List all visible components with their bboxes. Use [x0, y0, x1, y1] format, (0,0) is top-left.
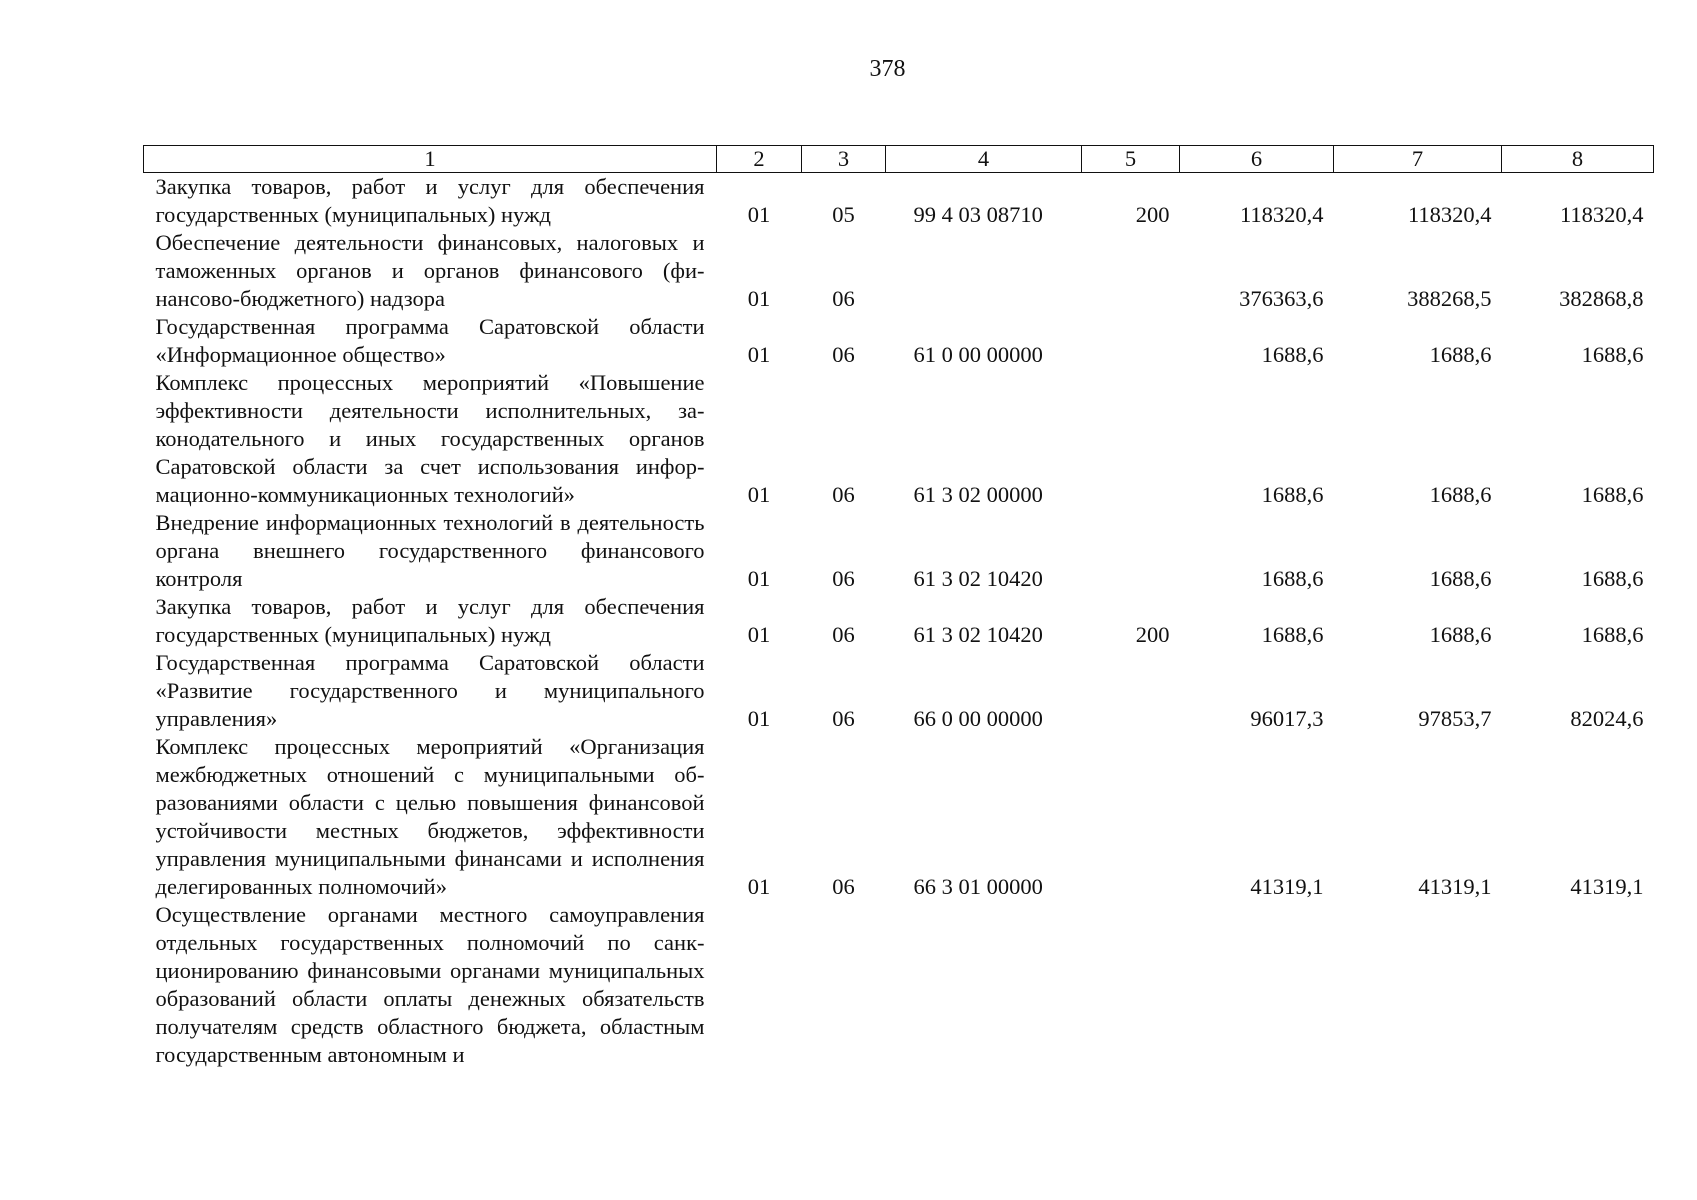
- column-header: 7: [1334, 146, 1502, 173]
- table-row: [144, 901, 1654, 1069]
- amount-col-8: 1688,6: [1581, 622, 1644, 647]
- amount-col-7: 388268,5: [1407, 286, 1492, 311]
- section-code: 01: [747, 482, 771, 507]
- column-header: 6: [1180, 146, 1334, 173]
- subsection-code: 06: [832, 482, 855, 507]
- expense-type-code: [1082, 369, 1180, 509]
- amount-col-7: 41319,1: [1418, 874, 1492, 899]
- expense-type-code: [1082, 509, 1180, 593]
- section-code: 01: [747, 342, 771, 367]
- amount-col-8: 1688,6: [1581, 342, 1644, 367]
- section-code: 01: [747, 202, 771, 227]
- target-article-code: 61 3 02 10420: [913, 622, 1043, 647]
- column-header: 8: [1502, 146, 1654, 173]
- expense-type-code: [1082, 901, 1180, 1069]
- row-description: Государственная программа Саратовской области «Информационное общество»: [155, 314, 705, 367]
- amount-col-7: 1688,6: [1429, 566, 1492, 591]
- amount-col-7: 1688,6: [1429, 482, 1492, 507]
- expense-type-code: 200: [1135, 202, 1170, 227]
- target-article-code: [886, 901, 1082, 1069]
- table-row: [144, 229, 1654, 313]
- page-number: 378: [869, 56, 906, 82]
- subsection-code: 06: [832, 286, 855, 311]
- row-description: Осуществление органами местного самоуправления отдельных государственных полномочий по санкционированию финансовыми органами муниципальных образований области оплаты денежных обязательств получателям средств областного бюджета, областным государственным автономным и: [155, 902, 705, 1067]
- subsection-code: 06: [832, 566, 855, 591]
- amount-col-8: [1502, 901, 1654, 1069]
- table-row: [144, 649, 1654, 733]
- amount-col-6: [1180, 901, 1334, 1069]
- subsection-code: 06: [832, 342, 855, 367]
- amount-col-7: 1688,6: [1429, 342, 1492, 367]
- row-description: Обеспечение деятельности финансовых, налоговых и таможенных органов и органов финансового (финансово-бюджетного) надзора: [155, 230, 705, 311]
- subsection-code: 06: [832, 874, 855, 899]
- target-article-code: 61 3 02 00000: [913, 482, 1043, 507]
- amount-col-6: 1688,6: [1261, 342, 1324, 367]
- amount-col-7: 97853,7: [1418, 706, 1492, 731]
- amount-col-6: 118320,4: [1239, 202, 1324, 227]
- row-description: Внедрение информационных технологий в деятельность органа внешнего государственного финансового контроля: [155, 510, 705, 591]
- amount-col-6: 1688,6: [1261, 622, 1324, 647]
- target-article-code: 61 0 00 00000: [913, 342, 1043, 367]
- subsection-code: [802, 901, 886, 1069]
- target-article-code: [886, 229, 1082, 313]
- section-code: 01: [747, 566, 771, 591]
- table-row: [144, 509, 1654, 593]
- expense-type-code: [1082, 313, 1180, 369]
- amount-col-7: 1688,6: [1429, 622, 1492, 647]
- amount-col-7: [1334, 901, 1502, 1069]
- row-description: Комплекс процессных мероприятий «Организация межбюджетных отношений с муниципальными образованиями области с целью повышения финансовой устойчивости местных бюджетов, эффективности управления муниципальными финансами и исполнения делегированных полномочий»: [155, 734, 705, 899]
- section-code: [717, 901, 802, 1069]
- row-description: Закупка товаров, работ и услуг для обеспечения государственных (муниципальных) нужд: [155, 174, 705, 227]
- subsection-code: 06: [832, 622, 855, 647]
- amount-col-7: 118320,4: [1407, 202, 1492, 227]
- section-code: 01: [747, 706, 771, 731]
- budget-table: [143, 145, 1654, 1069]
- expense-type-code: 200: [1135, 622, 1170, 647]
- expense-type-code: [1082, 733, 1180, 901]
- column-header: 2: [717, 146, 802, 173]
- column-header: 1: [144, 146, 717, 173]
- row-description: Закупка товаров, работ и услуг для обеспечения государственных (муниципальных) нужд: [155, 594, 705, 647]
- amount-col-6: 41319,1: [1250, 874, 1324, 899]
- column-header: 5: [1082, 146, 1180, 173]
- subsection-code: 06: [832, 706, 855, 731]
- amount-col-8: 1688,6: [1581, 482, 1644, 507]
- section-code: 01: [747, 286, 771, 311]
- target-article-code: 66 3 01 00000: [913, 874, 1043, 899]
- table-row: [144, 173, 1654, 230]
- table-row: [144, 593, 1654, 649]
- row-description: Государственная программа Саратовской области «Развитие государственного и муниципального управления»: [155, 650, 705, 731]
- amount-col-8: 118320,4: [1559, 202, 1644, 227]
- expense-type-code: [1082, 229, 1180, 313]
- table-row: [144, 313, 1654, 369]
- target-article-code: 99 4 03 08710: [913, 202, 1043, 227]
- expense-type-code: [1082, 649, 1180, 733]
- amount-col-8: 82024,6: [1570, 706, 1644, 731]
- amount-col-6: 1688,6: [1261, 566, 1324, 591]
- subsection-code: 05: [832, 202, 855, 227]
- table-header-row: [144, 146, 1654, 173]
- column-header: 4: [886, 146, 1082, 173]
- amount-col-8: 1688,6: [1581, 566, 1644, 591]
- amount-col-6: 376363,6: [1239, 286, 1324, 311]
- amount-col-6: 1688,6: [1261, 482, 1324, 507]
- section-code: 01: [747, 622, 771, 647]
- target-article-code: 66 0 00 00000: [913, 706, 1043, 731]
- amount-col-8: 382868,8: [1559, 286, 1644, 311]
- target-article-code: 61 3 02 10420: [913, 566, 1043, 591]
- amount-col-8: 41319,1: [1570, 874, 1644, 899]
- amount-col-6: 96017,3: [1250, 706, 1324, 731]
- section-code: 01: [747, 874, 771, 899]
- row-description: Комплекс процессных мероприятий «Повышение эффективности деятельности исполнительных, законодательного и иных государственных органов Саратовской области за счет использования информационно-коммуникационных технологий»: [155, 370, 705, 507]
- column-header: 3: [802, 146, 886, 173]
- table-row: [144, 369, 1654, 509]
- table-row: [144, 733, 1654, 901]
